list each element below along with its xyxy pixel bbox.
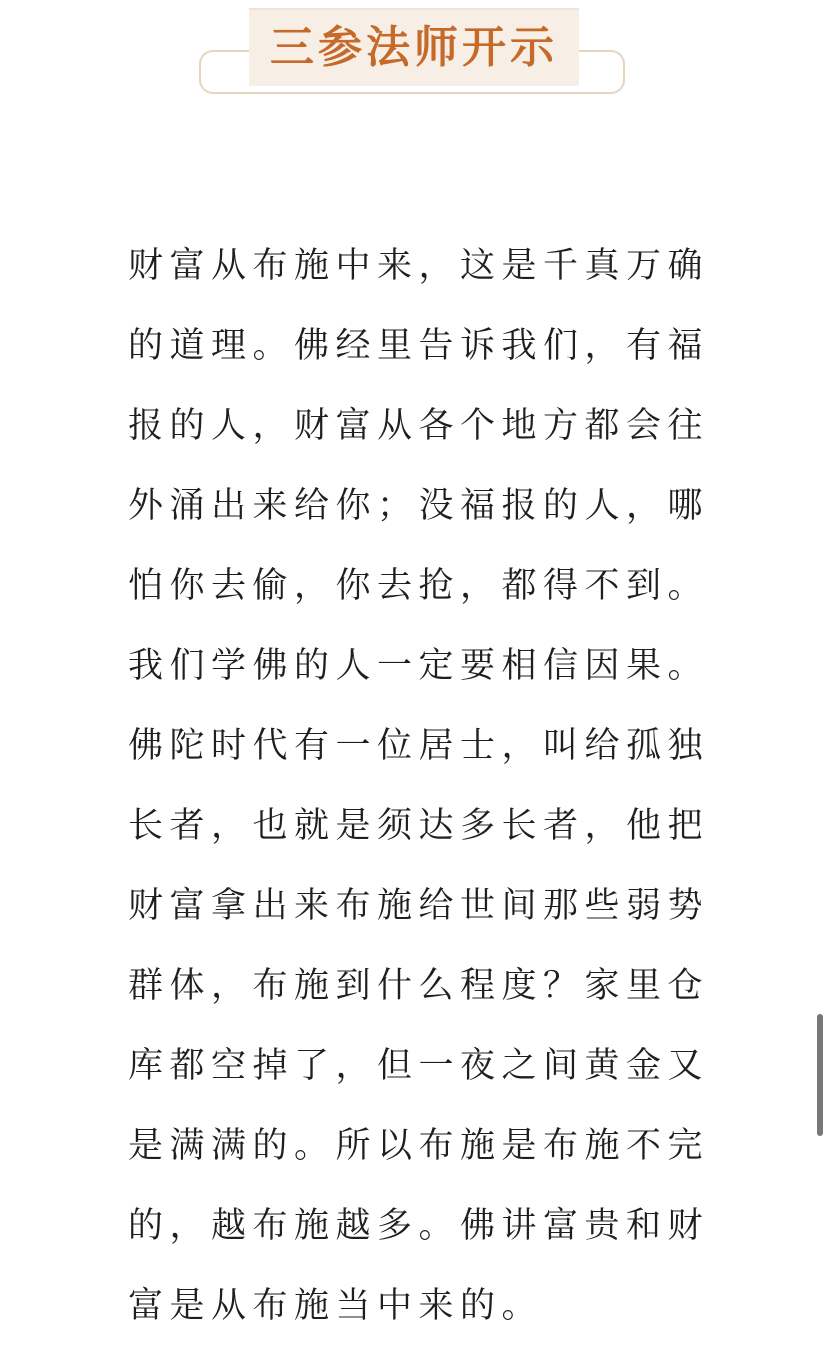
article-line: 库都空掉了，但一夜之间黄金又 xyxy=(128,1046,710,1086)
article-line: 富是从布施当中来的。 xyxy=(128,1286,544,1326)
section-header xyxy=(199,8,629,100)
article-line: 外涌出来给你；没福报的人，哪 xyxy=(128,486,710,526)
header-tab xyxy=(249,8,579,86)
article-line: 怕你去偷，你去抢，都得不到。 xyxy=(128,566,710,606)
article-line: 的道理。佛经里告诉我们，有福 xyxy=(128,326,710,366)
article-line: 长者，也就是须达多长者，他把 xyxy=(128,806,710,846)
article-body xyxy=(128,236,708,1356)
article-line: 报的人，财富从各个地方都会往 xyxy=(128,406,710,446)
article-line: 是满满的。所以布施是布施不完 xyxy=(128,1126,710,1166)
article-line: 财富从布施中来，这是千真万确 xyxy=(128,246,710,286)
scrollbar-thumb[interactable] xyxy=(817,1014,823,1136)
article-line: 我们学佛的人一定要相信因果。 xyxy=(128,646,710,686)
article-line: 的，越布施越多。佛讲富贵和财 xyxy=(128,1206,710,1246)
article-line: 佛陀时代有一位居士，叫给孤独 xyxy=(128,726,710,766)
article-line: 群体，布施到什么程度？家里仓 xyxy=(128,966,710,1006)
article-line: 财富拿出来布施给世间那些弱势 xyxy=(128,886,710,926)
header-title: 三参法师开示 xyxy=(270,22,558,73)
